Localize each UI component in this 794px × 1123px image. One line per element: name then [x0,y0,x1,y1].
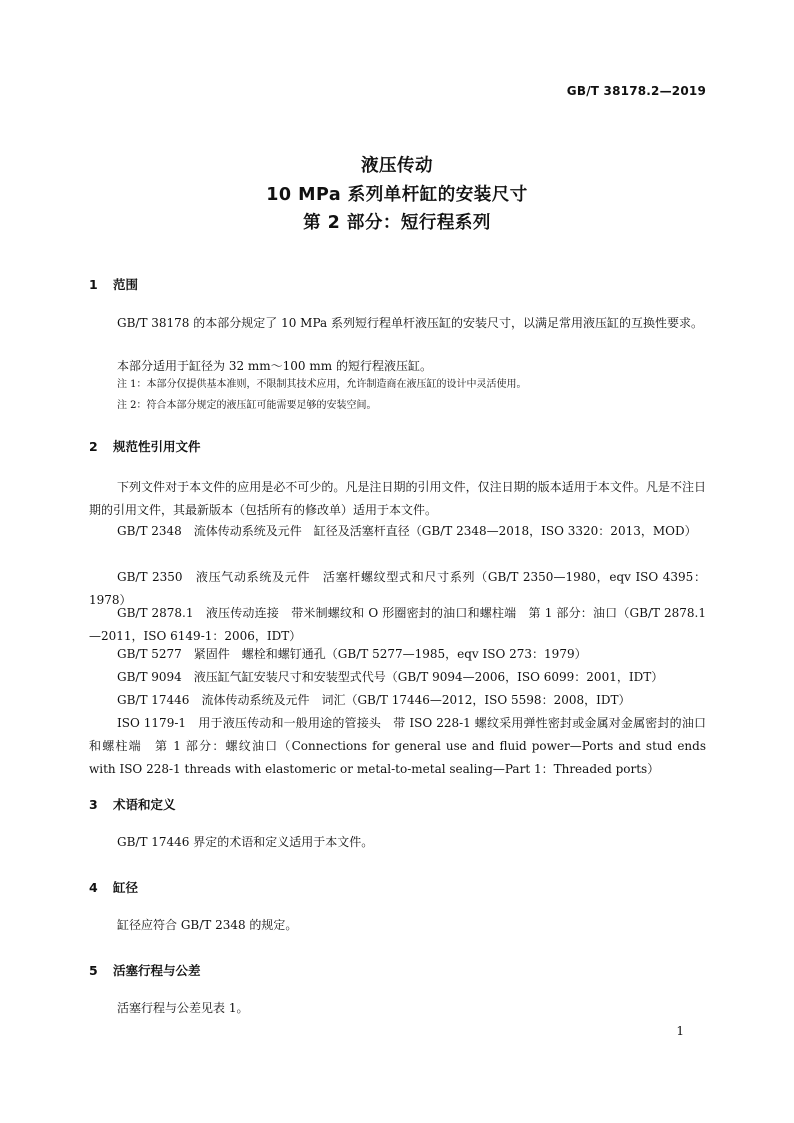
reference-item: GB/T 2350 液压气动系统及元件 活塞杆螺纹型式和尺寸系列（GB/T 2350—1980，eqv ISO 4395：1978） [89,570,706,607]
section-number: 1 [89,277,98,292]
reference-item: GB/T 5277 紧固件 螺栓和螺钉通孔（GB/T 5277—1985，eqv ISO 273：1979） [117,647,587,661]
section-title: 活塞行程与公差 [113,963,201,978]
title-line-2: 10 MPa 系列单杆缸的安装尺寸 [266,185,528,205]
section-title: 缸径 [113,880,139,895]
section-1-note-2: 注 2：符合本部分规定的液压缸可能需要足够的安装空间。 [117,400,377,411]
section-4-heading [89,878,138,896]
section-1-paragraph-2: 本部分适用于缸径为 32 mm～100 mm 的短行程液压缸。 [117,359,432,373]
section-1-heading [89,275,138,293]
section-5-paragraph: 活塞行程与公差见表 1。 [117,1001,249,1015]
title-line-3: 第 2 部分：短行程系列 [303,213,491,233]
page-number: 1 [676,1024,684,1038]
section-3-paragraph: GB/T 17446 界定的术语和定义适用于本文件。 [117,835,374,849]
section-number: 2 [89,439,98,454]
section-4-paragraph: 缸径应符合 GB/T 2348 的规定。 [117,918,298,932]
reference-item: GB/T 17446 流体传动系统及元件 词汇（GB/T 17446—2012，ISO 5598：2008，IDT） [117,693,631,707]
section-2-heading [89,437,201,455]
section-title: 术语和定义 [113,797,176,812]
section-number: 3 [89,797,98,812]
section-number: 5 [89,963,98,978]
section-3-heading [89,795,176,813]
section-title: 范围 [113,277,139,292]
reference-item: GB/T 2348 流体传动系统及元件 缸径及活塞杆直径（GB/T 2348—2018，ISO 3320：2013，MOD） [117,524,697,538]
section-5-heading [89,961,201,979]
reference-item: GB/T 9094 液压缸气缸安装尺寸和安装型式代号（GB/T 9094—2006，ISO 6099：2001，IDT） [117,670,664,684]
section-1-note-1: 注 1：本部分仅提供基本准则，不限制其技术应用，允许制造商在液压缸的设计中灵活使用。 [117,379,527,390]
section-title: 规范性引用文件 [113,439,201,454]
standard-number: GB/T 38178.2—2019 [566,84,706,98]
title-line-1: 液压传动 [361,156,433,176]
section-2-intro: 下列文件对于本文件的应用是必不可少的。凡是注日期的引用文件，仅注日期的版本适用于本文件。凡是不注日期的引用文件，其最新版本（包括所有的修改单）适用于本文件。 [89,480,706,517]
reference-item: ISO 1179-1 用于液压传动和一般用途的管接头 带 ISO 228-1 螺纹采用弹性密封或金属对金属密封的油口和螺柱端 第 1 部分：螺纹油口（Connections for general use and fluid power—Ports and stud ends with ISO 228-1 threads with elastomeric or metal-to-metal sealing—Part 1：Threaded ports） [89,716,706,776]
section-1-paragraph-1: GB/T 38178 的本部分规定了 10 MPa 系列短行程单杆液压缸的安装尺寸，以满足常用液压缸的互换性要求。 [117,316,703,330]
section-number: 4 [89,880,98,895]
reference-item: GB/T 2878.1 液压传动连接 带米制螺纹和 O 形圈密封的油口和螺柱端 第 1 部分：油口（GB/T 2878.1—2011，ISO 6149-1：2006，IDT） [89,606,706,643]
